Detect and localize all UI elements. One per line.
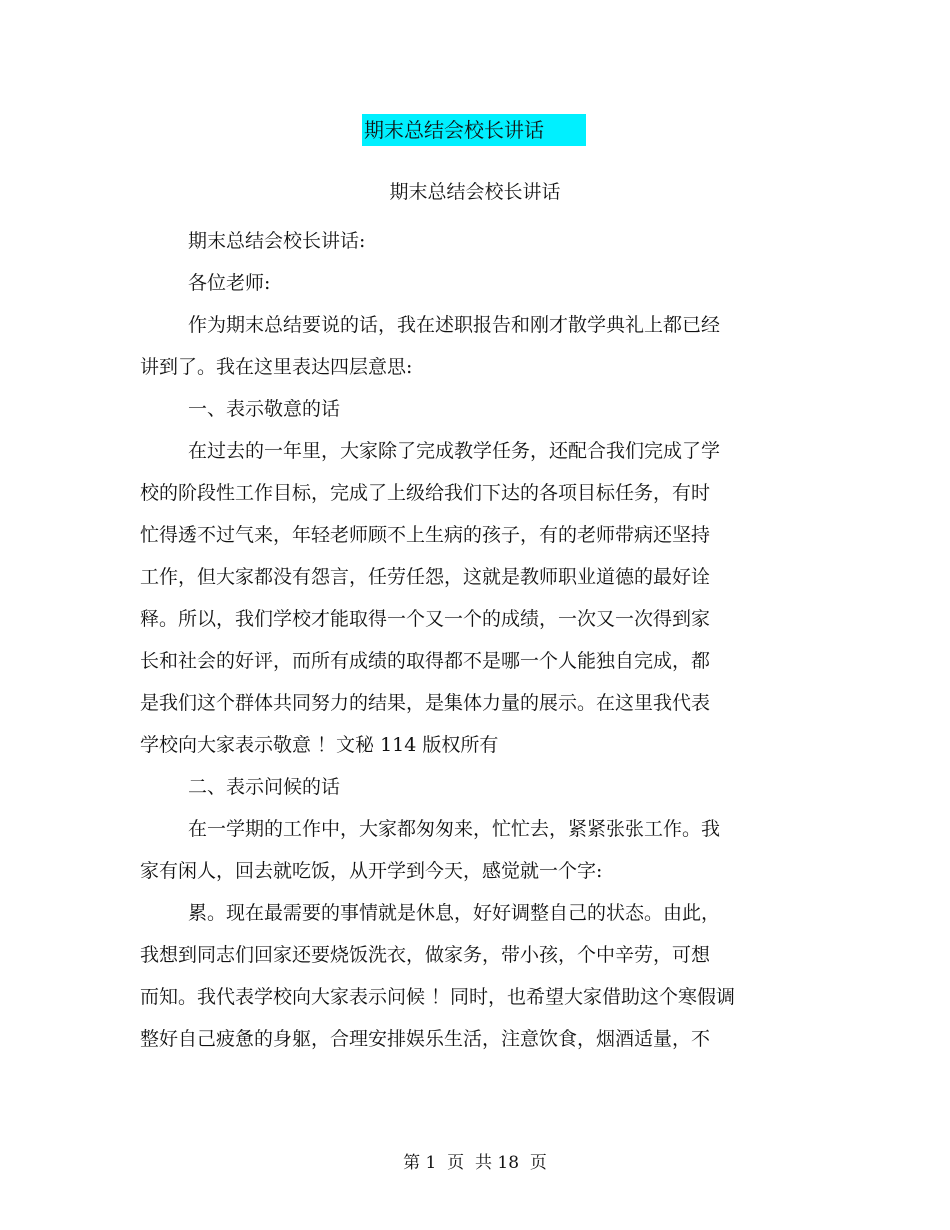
text-line: 学校向大家表示敬意 ！文秘 114 版权所有	[140, 734, 499, 756]
text-line: 累。现在最需要的事情就是休息，好好调整自己的状态。由此，	[188, 902, 721, 924]
text-line: 我想到同志们回家还要烧饭洗衣，做家务，带小孩，个中辛劳，可想	[140, 944, 711, 966]
text-line: 二、表示问候的话	[188, 776, 341, 798]
text-line: 而知。我代表学校向大家表示问候 ！同时，也希望大家借助这个寒假调	[140, 986, 736, 1008]
text-line: 讲到了。我在这里表达四层意思:	[140, 356, 413, 378]
text-line: 忙得透不过气来，年轻老师顾不上生病的孩子，有的老师带病还坚持	[140, 524, 711, 546]
document-title: 期末总结会校长讲话	[362, 114, 586, 146]
text-line: 整好自己疲惫的身躯，合理安排娱乐生活，注意饮食，烟酒适量，不	[140, 1028, 711, 1050]
text-line: 一、表示敬意的话	[188, 398, 341, 420]
text-line: 家有闲人，回去就吃饭，从开学到今天，感觉就一个字:	[140, 860, 603, 882]
text-line: 在过去的一年里，大家除了完成教学任务，还配合我们完成了学	[188, 440, 721, 462]
text-line: 是我们这个群体共同努力的结果，是集体力量的展示。在这里我代表	[140, 692, 711, 714]
text-line: 工作，但大家都没有怨言，任劳任怨，这就是教师职业道德的最好诠	[140, 566, 711, 588]
document-subtitle: 期末总结会校长讲话	[389, 181, 561, 203]
text-line: 作为期末总结要说的话，我在述职报告和刚才散学典礼上都已经	[188, 314, 721, 336]
text-line: 长和社会的好评，而所有成绩的取得都不是哪一个人能独自完成，都	[140, 650, 711, 672]
text-line: 在一学期的工作中，大家都匆匆来，忙忙去，紧紧张张工作。我	[188, 818, 721, 840]
text-line: 释。所以，我们学校才能取得一个又一个的成绩，一次又一次得到家	[140, 608, 711, 630]
page-footer: 第 1 页 共 18 页	[403, 1153, 547, 1173]
document-body	[140, 220, 800, 1060]
text-line: 校的阶段性工作目标，完成了上级给我们下达的各项目标任务，有时	[140, 482, 711, 504]
text-line: 期末总结会校长讲话:	[188, 230, 366, 252]
text-line: 各位老师:	[188, 272, 271, 294]
